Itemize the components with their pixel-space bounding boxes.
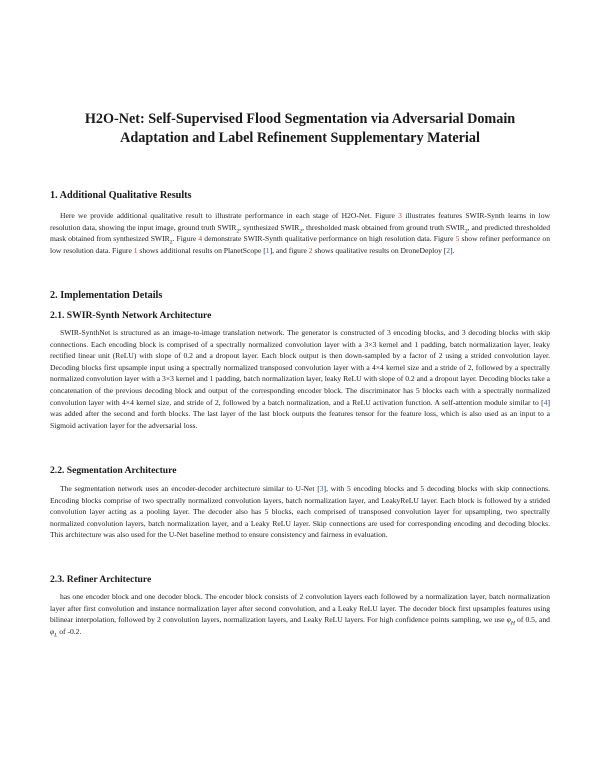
phi-h-symbol: $\varphi_H$ (506, 615, 515, 627)
phi-l-symbol: $\varphi_L$ (50, 626, 58, 639)
citation-1-link[interactable]: 1 (265, 245, 270, 255)
section-2-3-paragraph: has one encoder block and one decoder block. The encoder block consists of 2 convolution layers each followed by a normalization layer, batch normalization layer after first convolution and instance normalization layer after second convolution, and a Leaky ReLU layer. The decoder block first upsamples features using bilinear interpolation, followed by 2 convolution layers, normalization layers, and Leaky ReLU layers. For high confidence points sampling, we use $\varphi_H$ of 0.5, and $\varphi_L$ of -0.2. (50, 592, 550, 639)
figure-2-link[interactable]: 2 (308, 245, 313, 255)
citation-4-link[interactable]: 4 (543, 397, 548, 407)
figure-4-link[interactable]: 4 (198, 234, 203, 244)
figure-5-link[interactable]: 5 (455, 234, 460, 244)
figure-1-link[interactable]: 1 (133, 245, 138, 255)
section-2-3-heading: 2.3. Refiner Architecture (50, 574, 152, 585)
title-line-1: H2O-Net: Self-Supervised Flood Segmentation via Adversarial Domain (84, 111, 516, 127)
figure-3-link[interactable]: 3 (398, 211, 402, 220)
section-1-heading: 1. Additional Qualitative Results (50, 190, 192, 201)
paper-title (40, 110, 560, 148)
section-2-2-heading: 2.2. Segmentation Architecture (50, 465, 177, 476)
section-2-1-paragraph: SWIR-SynthNet is structured as an image-to-image translation network. The generator is constructed of 3 encoding blocks, and 3 decoding blocks with skip connections. Each encoding block is comprised of a spectrally normalized convolution layer with a 3×3 kernel and 1 padding, batch normalization layer, leaky rectified linear unit (ReLU) with slope of 0.2 and a dropout layer. Each block output is then down-sampled by a factor of 2 using a strided convolution layer. Decoding blocks first upsample input using a spectrally normalized transposed convolution layer with a 4×4 kernel size and a stride of 2, followed by a spectrally normalized convolution layer with a 3×3 kernel and 1 padding, batch normalization layer, leaky ReLU with slope of 0.2 and a dropout layer. Decoding blocks take a concatenation of the previous decoding block and output of the corresponding encoder block. The discriminator has 5 blocks each with a spectrally normalized convolution layer with 4×4 kernel size, and stride of 2, followed by a batch normalization, and a ReLU activation function. A self-attention module similar to [4] was added after the second and forth blocks. The last layer of the last block outputs the features tensor for the feature loss, which is also used as an input to a Sigmoid activation layer for the adversarial loss. (50, 328, 550, 430)
section-1-paragraph: Here we provide additional qualitative result to illustrate performance in each stage of H2O-Net. Figure 3 illustrates features SWIR-Synth learns in low resolution data, showing the input image, ground truth $SWIR_2$, synthesized $SWIR_2$, thresholded mask obtained from ground truth $SWIR_2$, and predicted thresholded mask obtained from synthesized $SWIR_2$. Figure 4 demonstrate SWIR-Synth qualitative performance on high resolution data. Figure 5 show refiner performance on low resolution data. Figure 1 shows additional results on PlanetScope [1], and figure 2 shows qualitative results on DroneDeploy [2]. (50, 211, 550, 255)
citation-3-link[interactable]: 3 (319, 484, 324, 493)
section-2-1-heading: 2.1. SWIR-Synth Network Architecture (50, 310, 212, 321)
title-line-2: Adaptation and Label Refinement Supplementary Material (120, 130, 480, 146)
section-2-heading: 2. Implementation Details (50, 290, 163, 301)
section-2-2-paragraph: The segmentation network uses an encoder-decoder architecture similar to U-Net [3], with 5 encoding blocks and 5 decoding blocks with skip connections. Encoding blocks comprise of two spectrally normalized convolution layers, batch normalization layer, and LeakyReLU layer. Each block is followed by a strided convolution layer acting as a pooling layer. The decoder also has 5 blocks, each comprised of transposed convolution layer for upsampling, two spectrally normalized convolution layers, batch normalization layer, and a Leaky ReLU layer. Skip connections are used for corresponding encoding and decoding blocks. This architecture was also used for the U-Net baseline method to ensure consistency and fairness in evaluation. (50, 484, 550, 540)
citation-2-link[interactable]: 2 (446, 245, 451, 255)
